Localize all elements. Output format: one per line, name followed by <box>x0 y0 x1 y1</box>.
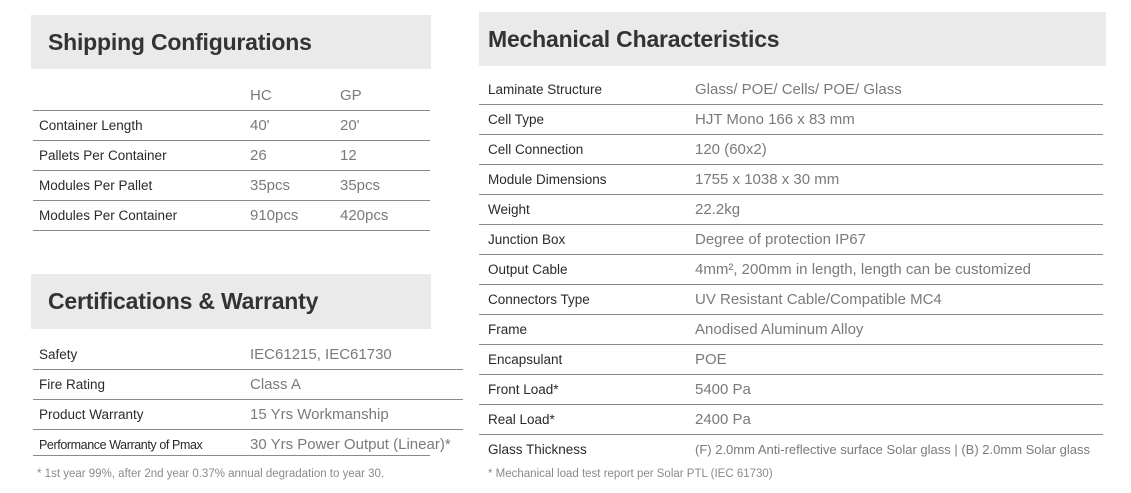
hc-value: 40' <box>250 117 270 134</box>
table-row <box>479 405 1103 435</box>
table-row <box>479 105 1103 135</box>
table-row <box>479 165 1103 195</box>
row-label: Modules Per Container <box>39 208 178 223</box>
table-row <box>33 340 463 370</box>
table-row <box>33 141 430 171</box>
mechanical-table <box>479 75 1103 464</box>
table-row <box>479 225 1103 255</box>
row-value: 22.2kg <box>695 201 741 218</box>
row-value: 5400 Pa <box>695 381 751 398</box>
row-label: Pallets Per Container <box>39 148 167 163</box>
mechanical-title: Mechanical Characteristics <box>488 25 780 52</box>
gp-value: 12 <box>340 147 357 164</box>
row-label: Glass Thickness <box>488 442 587 457</box>
row-value: 1755 x 1038 x 30 mm <box>695 171 840 188</box>
table-row <box>479 255 1103 285</box>
row-label: Output Cable <box>488 262 568 277</box>
row-label: Fire Rating <box>39 377 106 392</box>
table-row <box>33 370 463 400</box>
table-row <box>479 135 1103 165</box>
hc-value: 35pcs <box>250 177 291 194</box>
row-value: Degree of protection IP67 <box>695 231 866 248</box>
column-gp: GP <box>340 87 362 104</box>
table-row <box>33 171 430 201</box>
row-label: Front Load* <box>488 382 559 397</box>
certifications-table <box>33 340 463 459</box>
row-label: Cell Type <box>488 112 545 127</box>
row-label: Laminate Structure <box>488 82 603 97</box>
row-value: (F) 2.0mm Anti-reflective surface Solar glass | (B) 2.0mm Solar glass <box>695 442 1090 457</box>
column-hc: HC <box>250 87 272 104</box>
row-value: 120 (60x2) <box>695 141 767 158</box>
row-label: Module Dimensions <box>488 172 607 187</box>
row-label: Frame <box>488 322 528 337</box>
certifications-footnote: * 1st year 99%, after 2nd year 0.37% annual degradation to year 30. <box>37 468 385 480</box>
row-label: Junction Box <box>488 232 566 247</box>
row-label: Connectors Type <box>488 292 590 307</box>
row-label: Weight <box>488 202 530 217</box>
row-label: Product Warranty <box>39 407 144 422</box>
shipping-header <box>31 15 431 69</box>
row-value: HJT Mono 166 x 83 mm <box>695 111 855 128</box>
row-value: 4mm², 200mm in length, length can be customized <box>695 261 1031 278</box>
table-row <box>479 195 1103 225</box>
table-divider <box>33 455 430 456</box>
table-row <box>33 400 463 430</box>
row-value: 30 Yrs Power Output (Linear)* <box>250 436 451 453</box>
table-row <box>33 111 430 141</box>
table-row <box>33 201 430 231</box>
certifications-header <box>31 274 431 329</box>
gp-value: 35pcs <box>340 177 381 194</box>
row-label: Cell Connection <box>488 142 584 157</box>
gp-value: 20' <box>340 117 360 134</box>
row-label: Real Load* <box>488 412 555 427</box>
row-label: Encapsulant <box>488 352 563 367</box>
shipping-header-row <box>33 81 430 111</box>
certifications-title: Certifications & Warranty <box>48 288 319 314</box>
gp-value: 420pcs <box>340 207 389 224</box>
mechanical-header <box>479 12 1106 66</box>
row-value: IEC61215, IEC61730 <box>250 346 392 363</box>
table-row <box>479 285 1103 315</box>
row-label: Performance Warranty of Pmax <box>39 437 203 452</box>
hc-value: 26 <box>250 147 267 164</box>
row-value: Anodised Aluminum Alloy <box>695 321 864 338</box>
row-value: UV Resistant Cable/Compatible MC4 <box>695 291 942 308</box>
table-row <box>479 435 1103 465</box>
table-row <box>479 345 1103 375</box>
table-row <box>479 375 1103 405</box>
row-label: Modules Per Pallet <box>39 178 153 193</box>
shipping-title: Shipping Configurations <box>48 28 312 55</box>
row-label: Container Length <box>39 118 143 133</box>
row-value: 2400 Pa <box>695 411 751 428</box>
shipping-table <box>33 81 430 231</box>
table-row <box>479 75 1103 105</box>
row-label: Safety <box>39 347 78 362</box>
row-value: 15 Yrs Workmanship <box>250 406 389 423</box>
mechanical-footnote: * Mechanical load test report per Solar PTL (IEC 61730) <box>488 468 773 480</box>
hc-value: 910pcs <box>250 207 299 224</box>
row-value: POE <box>695 351 727 368</box>
row-value: Glass/ POE/ Cells/ POE/ Glass <box>695 81 902 98</box>
row-value: Class A <box>250 376 301 393</box>
table-row <box>479 315 1103 345</box>
